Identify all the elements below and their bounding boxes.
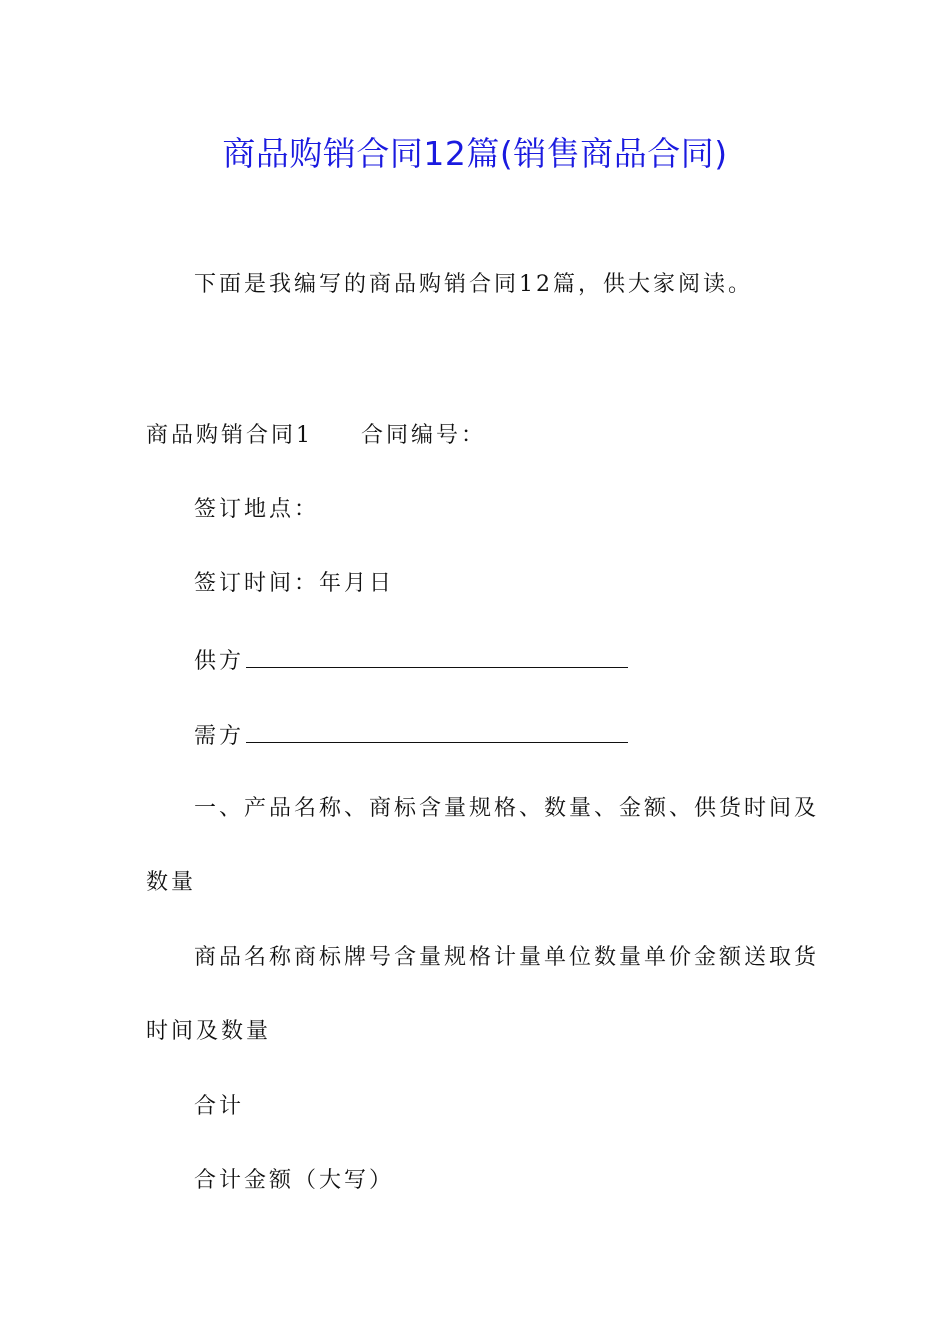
table-header-line2: 时间及数量 [146, 1019, 272, 1044]
section1-heading: 商品购销合同1 [146, 423, 313, 448]
intro-text: 下面是我编写的商品购销合同12篇，供大家阅读。 [194, 272, 753, 297]
clause1-line1: 一、产品名称、商标含量规格、数量、金额、供货时间及 [194, 796, 820, 821]
total-label: 合计 [194, 1094, 245, 1119]
supplier-row [194, 645, 628, 677]
section1-heading-row [146, 421, 486, 451]
buyer-blank-line [246, 720, 628, 743]
supplier-blank-line [246, 645, 628, 668]
buyer-row [194, 720, 628, 752]
buyer-label: 需方 [194, 724, 245, 749]
supplier-label: 供方 [194, 649, 245, 674]
clause1-line2: 数量 [146, 870, 197, 895]
document-title: 商品购销合同12篇(销售商品合同) [222, 134, 728, 173]
sign-place-label: 签订地点： [194, 497, 320, 522]
sign-time-label: 签订时间：年月日 [194, 571, 395, 596]
table-header-line1: 商品名称商标牌号含量规格计量单位数量单价金额送取货 [194, 945, 820, 970]
total-amount-label: 合计金额（大写） [194, 1168, 395, 1193]
contract-number-label: 合同编号： [361, 423, 487, 448]
